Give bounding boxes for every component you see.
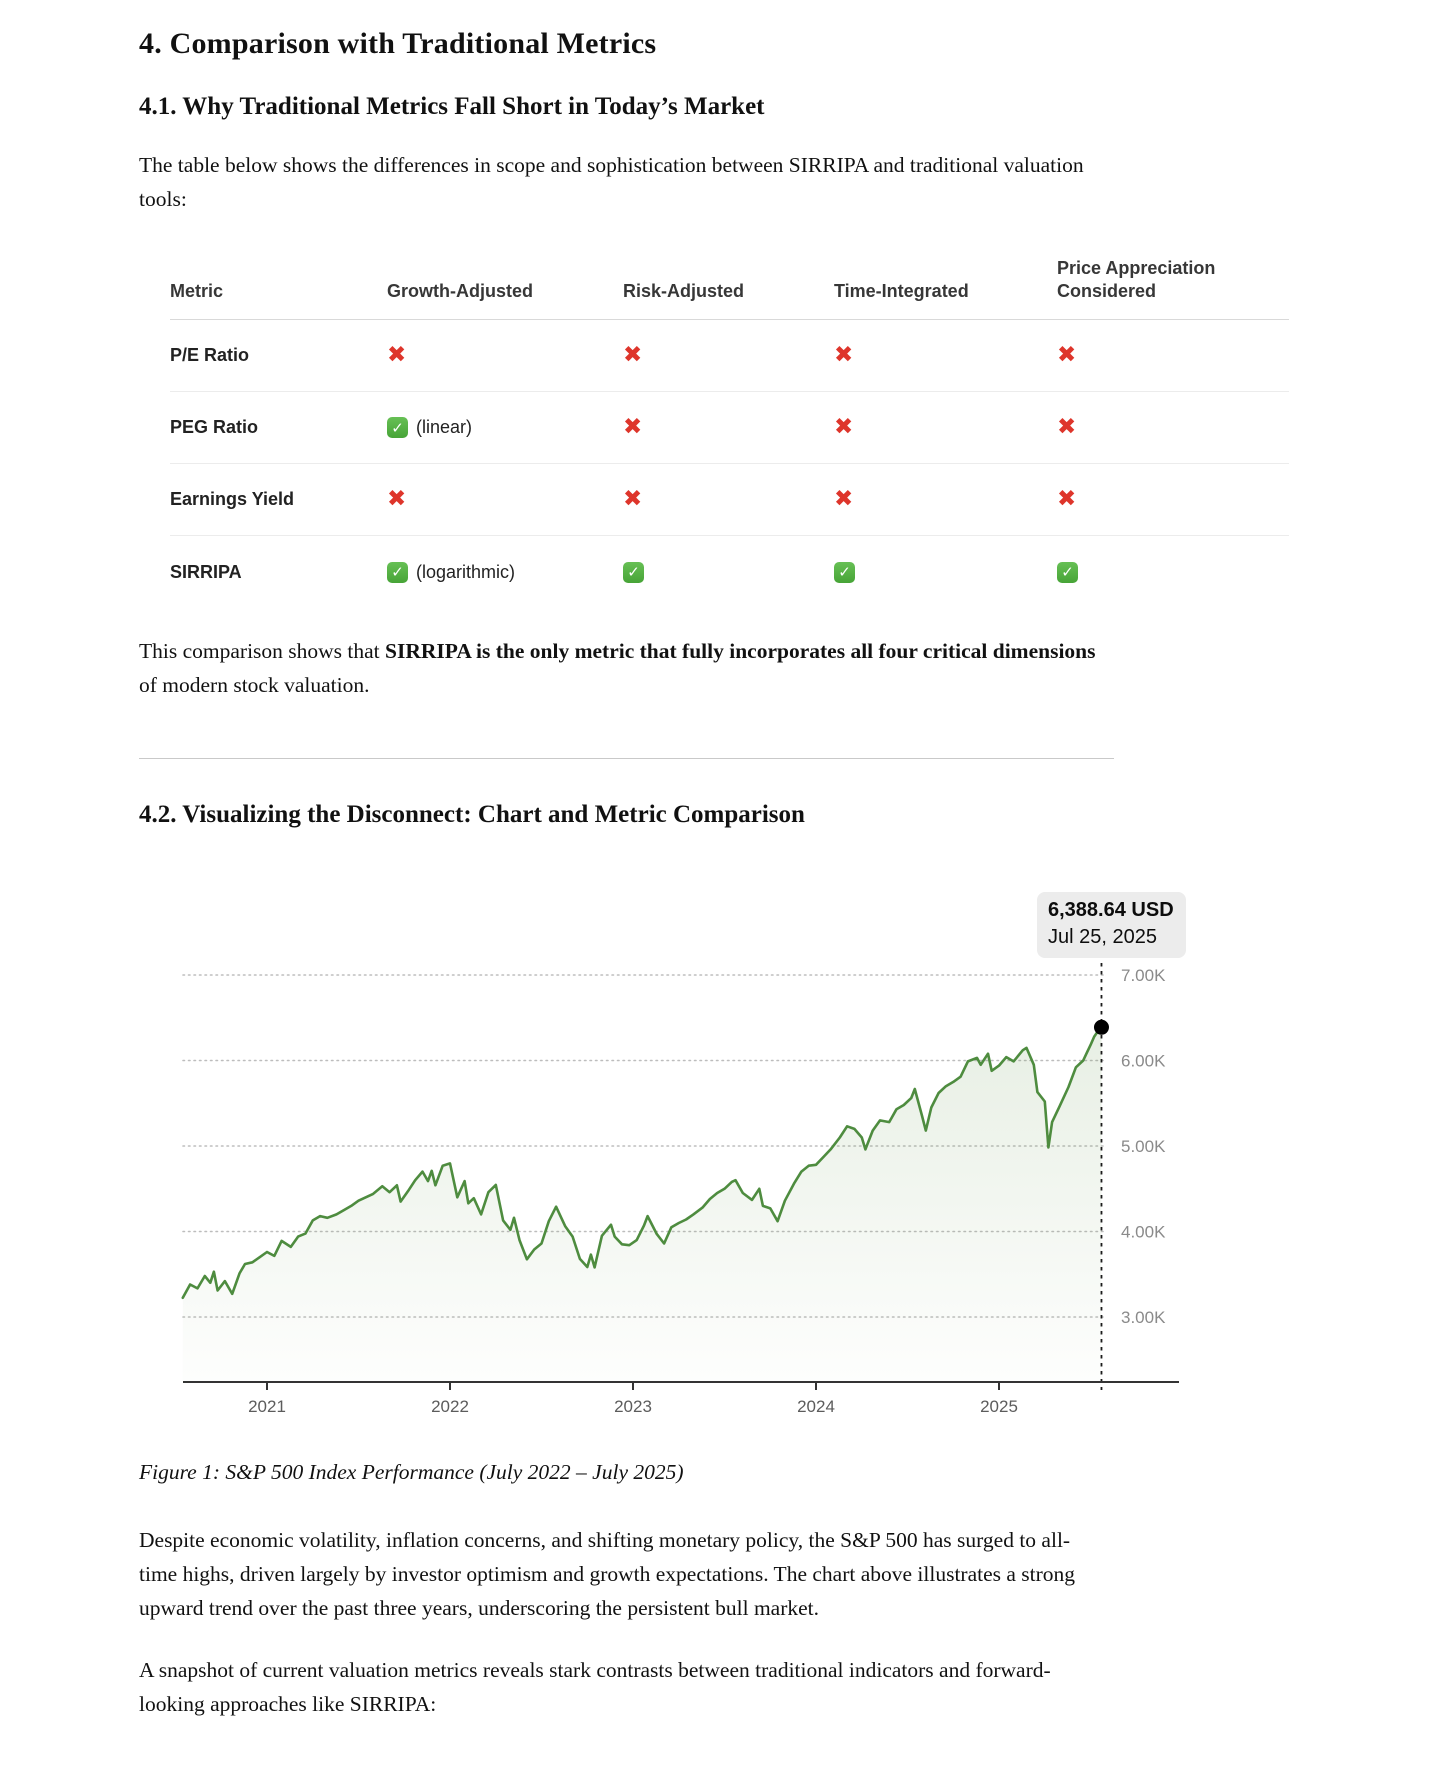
column-header: Growth-Adjusted (387, 281, 533, 301)
x-axis-tick-label: 2025 (980, 1397, 1018, 1415)
y-axis-tick-label: 5.00K (1121, 1137, 1166, 1156)
metric-name: Earnings Yield (170, 489, 295, 509)
section-divider (139, 758, 1114, 759)
supported-cell (623, 562, 834, 583)
section-title: 4. Comparison with Traditional Metrics (139, 27, 657, 60)
cross-icon: ✖ (834, 342, 854, 368)
cross-icon: ✖ (623, 342, 643, 368)
snapshot-paragraph: A snapshot of current valuation metrics reveals stark contrasts between traditional indicators and forward-looking approaches like SIRRIPA: (139, 1658, 1051, 1716)
metrics-comparison-table (170, 252, 1289, 608)
subsection-4-2-title: 4.2. Visualizing the Disconnect: Chart and Metric Comparison (139, 801, 805, 828)
unsupported-cell (387, 344, 623, 367)
summary-bold: SIRRIPA is the only metric that fully incorporates all four critical dimensions (385, 639, 1096, 663)
check-icon: ✓ (834, 562, 855, 583)
supported-cell (834, 562, 1057, 583)
column-header: Time-Integrated (834, 281, 969, 301)
cross-icon: ✖ (623, 414, 643, 440)
metric-name: PEG Ratio (170, 417, 259, 437)
x-axis-tick-label: 2022 (431, 1397, 469, 1415)
cross-icon: ✖ (1057, 342, 1077, 368)
table-row (170, 464, 1289, 536)
cross-icon: ✖ (1057, 414, 1077, 440)
table-body (170, 320, 1289, 608)
y-axis-tick-label: 7.00K (1121, 966, 1166, 985)
sp500-chart-canvas (139, 890, 1219, 1415)
unsupported-cell (1057, 344, 1289, 367)
subsection-4-1-title: 4.1. Why Traditional Metrics Fall Short in Today’s Market (139, 93, 765, 120)
supported-cell (387, 562, 623, 583)
unsupported-cell (1057, 416, 1289, 439)
y-axis-tick-label: 6.00K (1121, 1051, 1166, 1071)
summary-paragraph (139, 634, 1101, 702)
metric-name: SIRRIPA (170, 561, 242, 582)
column-header: Price Appreciation Considered (1057, 258, 1216, 301)
table-row (170, 320, 1289, 392)
chart-analysis-paragraph: Despite economic volatility, inflation concerns, and shifting monetary policy, the S&P 500 has surged to all-time highs, driven largely by investor optimism and growth expectations. The chart above illustrates a strong upward trend over the past three years, underscoring the persistent bull market. (139, 1528, 1076, 1620)
unsupported-cell (1057, 488, 1289, 511)
cross-icon: ✖ (1057, 486, 1077, 512)
unsupported-cell (834, 344, 1057, 367)
price-area-fill (183, 1027, 1102, 1382)
tooltip-date: Jul 25, 2025 (1048, 926, 1157, 948)
check-qualifier-label: (logarithmic) (416, 561, 516, 582)
cross-icon: ✖ (623, 486, 643, 512)
y-axis-tick-label: 3.00K (1121, 1308, 1166, 1327)
x-axis-tick-label: 2023 (614, 1397, 652, 1415)
check-icon: ✓ (1057, 562, 1078, 583)
cross-icon: ✖ (387, 342, 407, 368)
column-header: Risk-Adjusted (623, 281, 745, 301)
last-point-marker (1094, 1020, 1109, 1035)
sp500-chart[interactable] (139, 890, 1219, 1415)
unsupported-cell (834, 488, 1057, 511)
column-header: Metric (170, 281, 224, 301)
table-header-row (170, 252, 1289, 320)
table-row (170, 392, 1289, 464)
table-row (170, 536, 1289, 608)
cross-icon: ✖ (834, 414, 854, 440)
figure-caption: Figure 1: S&P 500 Index Performance (July 2022 – July 2025) (139, 1460, 684, 1484)
check-qualifier-label: (linear) (416, 417, 473, 437)
unsupported-cell (623, 416, 834, 439)
metric-name: P/E Ratio (170, 345, 250, 365)
unsupported-cell (623, 344, 834, 367)
check-icon: ✓ (387, 562, 408, 583)
intro-paragraph: The table below shows the differences in scope and sophistication between SIRRIPA and traditional valuation tools: (139, 153, 1084, 211)
y-axis-tick-label: 4.00K (1121, 1222, 1166, 1242)
supported-cell (387, 417, 623, 438)
unsupported-cell (387, 488, 623, 511)
check-icon: ✓ (387, 417, 408, 438)
unsupported-cell (623, 488, 834, 511)
chart-tooltip (1037, 892, 1186, 958)
tooltip-price: 6,388.64 USD (1048, 899, 1174, 921)
summary-pre: This comparison shows that (139, 639, 386, 663)
cross-icon: ✖ (834, 486, 854, 512)
summary-post: of modern stock valuation. (139, 673, 370, 697)
cross-icon: ✖ (387, 486, 407, 512)
x-axis-tick-label: 2021 (248, 1397, 286, 1415)
unsupported-cell (834, 416, 1057, 439)
x-axis-tick-label: 2024 (797, 1397, 835, 1415)
check-icon: ✓ (623, 562, 644, 583)
supported-cell (1057, 562, 1289, 583)
